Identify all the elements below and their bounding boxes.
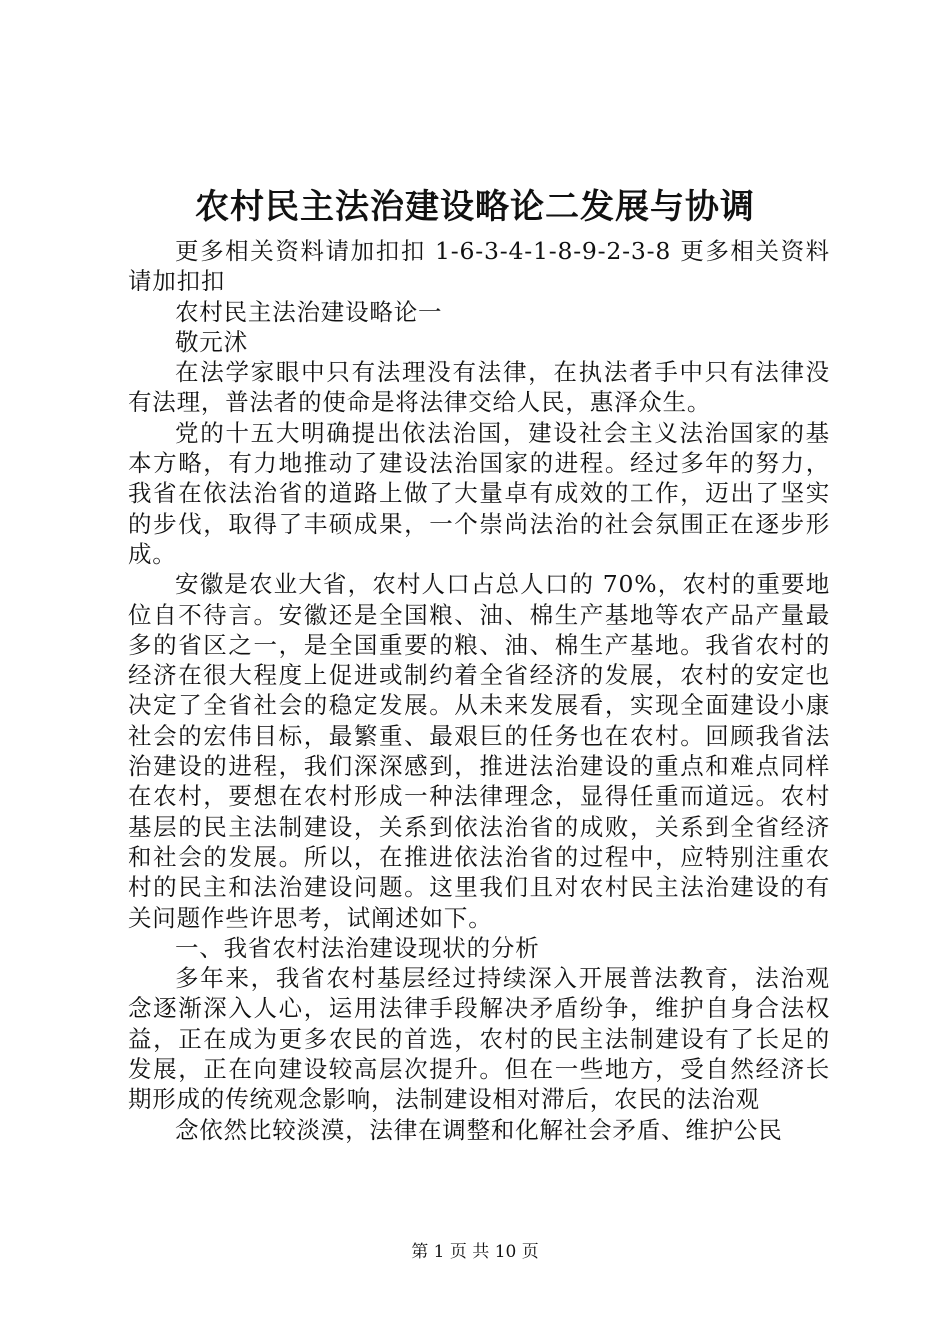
subtitle-paragraph: 农村民主法治建设略论一 <box>175 297 443 326</box>
document-body <box>128 236 830 1145</box>
body-paragraph: 多年来，我省农村基层经过持续深入开展普法教育，法治观念逐渐深入人心，运用法律手段解决矛盾纷争，维护自身合法权益，正在成为更多农民的首选，农村的民主法制建设有了长足的发展，正在向建设较高层次提升。但在一些地方，受自然经济长期形成的传统观念影响，法制建设相对滞后，农民的法治观 <box>128 964 830 1114</box>
author-paragraph: 敬元沭 <box>175 327 248 356</box>
body-paragraph: 在法学家眼中只有法理没有法律，在执法者手中只有法律没有法理，普法者的使命是将法律交给人民，惠泽众生。 <box>128 358 830 417</box>
body-paragraph: 安徽是农业大省，农村人口占总人口的 70%，农村的重要地位自不待言。安徽还是全国粮、油、棉生产基地等农产品产量最多的省区之一，是全国重要的粮、油、棉生产基地。我省农村的经济在很大程度上促进或制约着全省经济的发展，农村的安定也决定了全省社会的稳定发展。从未来发展看，实现全面建设小康社会的宏伟目标，最繁重、最艰巨的任务也在农村。回顾我省法治建设的进程，我们深深感到，推进法治建设的重点和难点同样在农村，要想在农村形成一种法律理念，显得任重而道远。农村基层的民主法制建设，关系到依法治省的成败，关系到全省经济和社会的发展。所以，在推进依法治省的过程中，应特别注重农村的民主和法治建设问题。这里我们且对农村民主法治建设的有关问题作些许思考，试阐述如下。 <box>128 570 830 932</box>
body-paragraph: 念依然比较淡漠，法律在调整和化解社会矛盾、维护公民 <box>175 1115 783 1144</box>
contact-note-paragraph: 更多相关资料请加扣扣 1-6-3-4-1-8-9-2-3-8 更多相关资料请加扣扣 <box>128 237 830 296</box>
section-heading: 一、我省农村法治建设现状的分析 <box>175 933 540 962</box>
body-paragraph: 党的十五大明确提出依法治国，建设社会主义法治国家的基本方略，有力地推动了建设法治国家的进程。经过多年的努力，我省在依法治省的道路上做了大量卓有成效的工作，迈出了坚实的步伐，取得了丰硕成果，一个崇尚法治的社会氛围正在逐步形成。 <box>128 418 830 568</box>
document-title: 农村民主法治建设略论二发展与协调 <box>195 187 755 227</box>
page-footer: 第 1 页 共 10 页 <box>411 1242 539 1262</box>
